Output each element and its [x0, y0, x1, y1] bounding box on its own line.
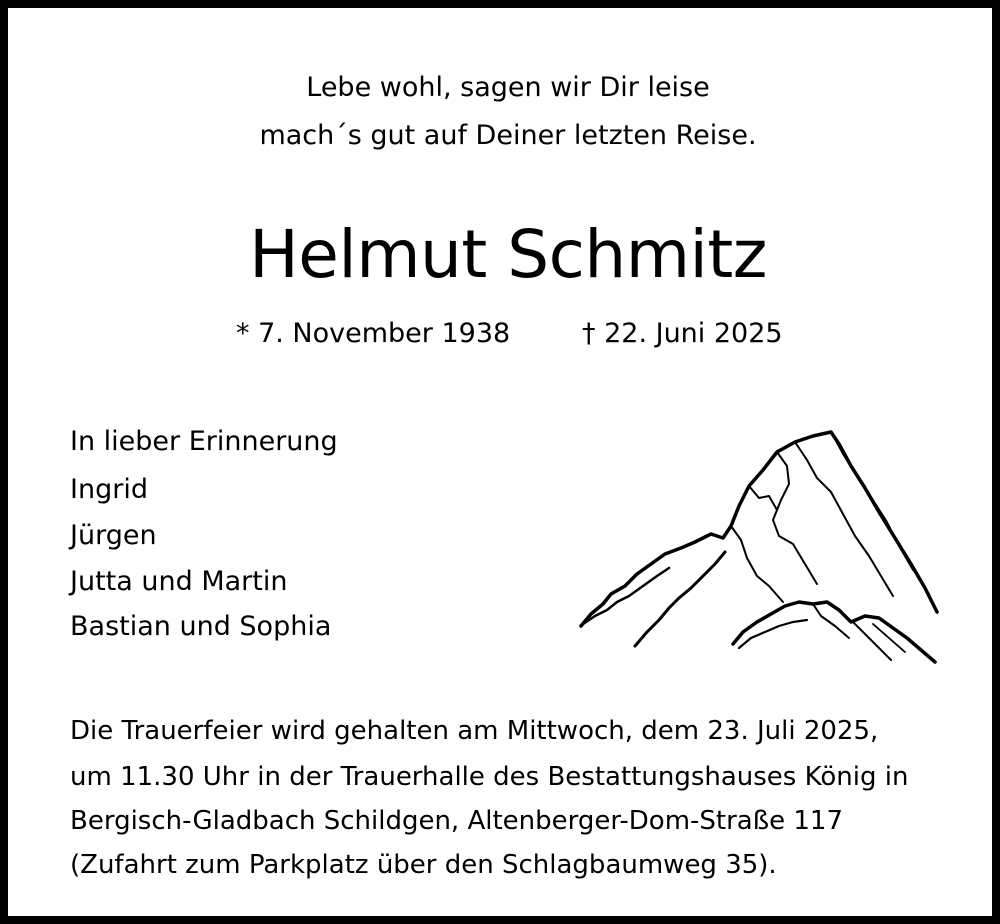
mourners-intro: In lieber Erinnerung: [70, 426, 338, 457]
mourner-name: Jürgen: [70, 520, 157, 551]
service-line: um 11.30 Uhr in der Trauerhalle des Bestattungshauses König in: [70, 762, 909, 792]
service-line: (Zufahrt zum Parkplatz über den Schlagbaumweg 35).: [70, 850, 777, 880]
mourner-name: Bastian und Sophia: [70, 611, 332, 642]
motto-line-2: mach´s gut auf Deiner letzten Reise.: [259, 120, 757, 151]
mourner-name: Jutta und Martin: [70, 566, 288, 597]
birth-date: * 7. November 1938: [236, 318, 511, 349]
deceased-name: Helmut Schmitz: [249, 216, 767, 293]
motto-line-1: Lebe wohl, sagen wir Dir leise: [306, 72, 710, 103]
service-line: Bergisch-Gladbach Schildgen, Altenberger-Dom-Straße 117: [70, 806, 844, 836]
mountain-icon: [573, 426, 948, 671]
mourner-name: Ingrid: [70, 474, 148, 505]
death-date: † 22. Juni 2025: [582, 318, 783, 349]
service-line: Die Trauerfeier wird gehalten am Mittwoch, dem 23. Juli 2025,: [70, 716, 879, 746]
